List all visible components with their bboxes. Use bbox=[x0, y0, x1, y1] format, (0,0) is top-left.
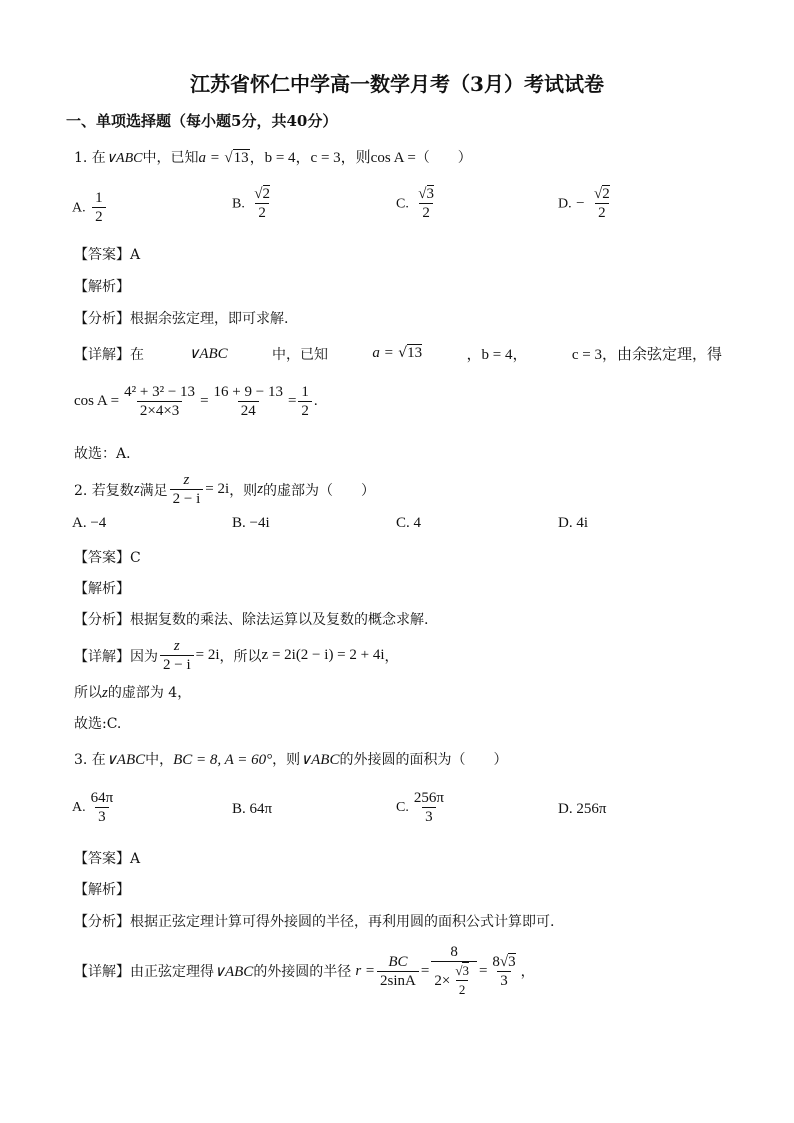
q1-opt-a-frac: $\frac{1}{2}$ bbox=[92, 190, 106, 225]
q2-option-d: D. 4i bbox=[558, 515, 588, 531]
q1-option-d: D. − $\frac{√2}{2}$ bbox=[558, 186, 615, 221]
q1-choose: 故选：A． bbox=[74, 446, 141, 462]
q3-option-c: C. $\frac{256\pi}{3}$ bbox=[396, 790, 444, 825]
q1-option-c: C. $\frac{√3}{2}$ bbox=[396, 186, 439, 221]
q2-option-a: A. −4 bbox=[72, 515, 107, 531]
q2-answer: 【答案】C bbox=[74, 550, 141, 566]
q1-a: a = bbox=[198, 150, 220, 166]
q3-jiexi: 【解析】 bbox=[74, 882, 130, 898]
q3-fenxi: 【分析】根据正弦定理计算可得外接圆的半径，再利用圆的面积公式计算即可. bbox=[74, 914, 555, 930]
q2-fenxi: 【分析】根据复数的乘法、除法运算以及复数的概念求解. bbox=[74, 612, 429, 628]
section-heading: 一、单项选择题（每小题5分，共40分） bbox=[66, 112, 338, 130]
question-1-stem bbox=[74, 146, 472, 167]
q1-frac-1: $\frac{\text{4² + 3² − 13}}{2\times 4\times 3}$ bbox=[124, 384, 196, 419]
question-2-stem: 2. 若复数 z 满足 $\frac{z}{2 - i}$ = 2i ，则 z 的虚部为（ ） bbox=[74, 472, 376, 507]
q1-bc: ，b = 4，c = 3，则 bbox=[249, 150, 371, 166]
q2-jiexi: 【解析】 bbox=[74, 581, 130, 597]
q1-cos-equation: cos A = $\frac{\text{4² + 3² − 13}}{2\times 4\times 3}$ = $\frac{16 + 9 - 13}{24}$ = $\frac{1}{2}$ . bbox=[74, 384, 318, 419]
q2-frac: $\frac{z}{2 - i}$ bbox=[170, 472, 204, 507]
q1-answer: 【答案】A bbox=[74, 247, 141, 263]
q1-option-a: A. $\frac{1}{2}$ bbox=[72, 190, 108, 225]
q1-detail-line: 【详解】在 ∨ABC 中，已知 a = √13 ，b = 4， c = 3，由余弦定理，得 bbox=[74, 345, 722, 363]
q1-blank: （ ） bbox=[415, 150, 472, 166]
q1-cosA: cos A = bbox=[370, 150, 416, 166]
q2-option-b: B. −4i bbox=[232, 515, 270, 531]
q1-frac-3: $\frac{1}{2}$ bbox=[298, 384, 312, 419]
q2-choose: 故选:C. bbox=[74, 716, 122, 732]
q1-opt-c-frac: $\frac{√3}{2}$ bbox=[418, 186, 435, 221]
q1-jiexi: 【解析】 bbox=[74, 279, 130, 295]
q1-fenxi: 【分析】根据余弦定理，即可求解. bbox=[74, 311, 289, 327]
q2-option-c: C. 4 bbox=[396, 515, 422, 531]
q3-frac-1: $\frac{BC}{2\sin A}$ bbox=[377, 954, 419, 989]
q3-option-a: A. $\frac{64\pi}{3}$ bbox=[72, 790, 114, 825]
q2-detail-line: 【详解】因为 $\frac{z}{2 - i}$ = 2i ，所以 z = 2i(2 − i) = 2 + 4i ， bbox=[74, 638, 399, 673]
question-3-stem: 3. 在∨ABC中，BC = 8, A = 60°，则∨ABC的外接圆的面积为（ ） bbox=[74, 752, 508, 768]
q1-detail-label: 【详解】在 bbox=[74, 346, 144, 363]
q3-frac-3: $\frac{8√3}{3}$ bbox=[492, 953, 516, 989]
q3-answer: 【答案】A bbox=[74, 851, 141, 867]
q2-detail-frac: $\frac{z}{2 - i}$ bbox=[160, 638, 194, 673]
q3-frac-2: 8 2× $\frac{√3}{2}$ bbox=[431, 944, 477, 998]
q3-detail-line: 【详解】由正弦定理得 ∨ABC 的外接圆的半径 r = $\frac{BC}{2\sin A}$ = 8 2× $\frac{√3}{2}$ = $\frac{8√3}{3}$ ， bbox=[74, 944, 535, 997]
q2-line2: 所以z的虚部为 4， bbox=[74, 685, 192, 701]
q1-triangle: ∨ABC bbox=[105, 151, 143, 166]
q3-option-d: D. 256π bbox=[558, 801, 607, 817]
q1-option-b: B. $\frac{√2}{2}$ bbox=[232, 186, 275, 221]
q1-mid: 中，已知 bbox=[142, 150, 199, 166]
q1-opt-b-frac: $\frac{√2}{2}$ bbox=[254, 186, 271, 221]
q3-option-b: B. 64π bbox=[232, 801, 273, 817]
q1-prefix: 1. 在 bbox=[74, 150, 106, 166]
page-title: 江苏省怀仁中学高一数学月考（3月）考试试卷 bbox=[190, 72, 604, 96]
q1-sqrt13: √13 bbox=[224, 150, 249, 166]
q1-opt-d-frac: $\frac{√2}{2}$ bbox=[594, 186, 610, 221]
q1-frac-2: $\frac{16 + 9 - 13}{24}$ bbox=[213, 384, 283, 419]
